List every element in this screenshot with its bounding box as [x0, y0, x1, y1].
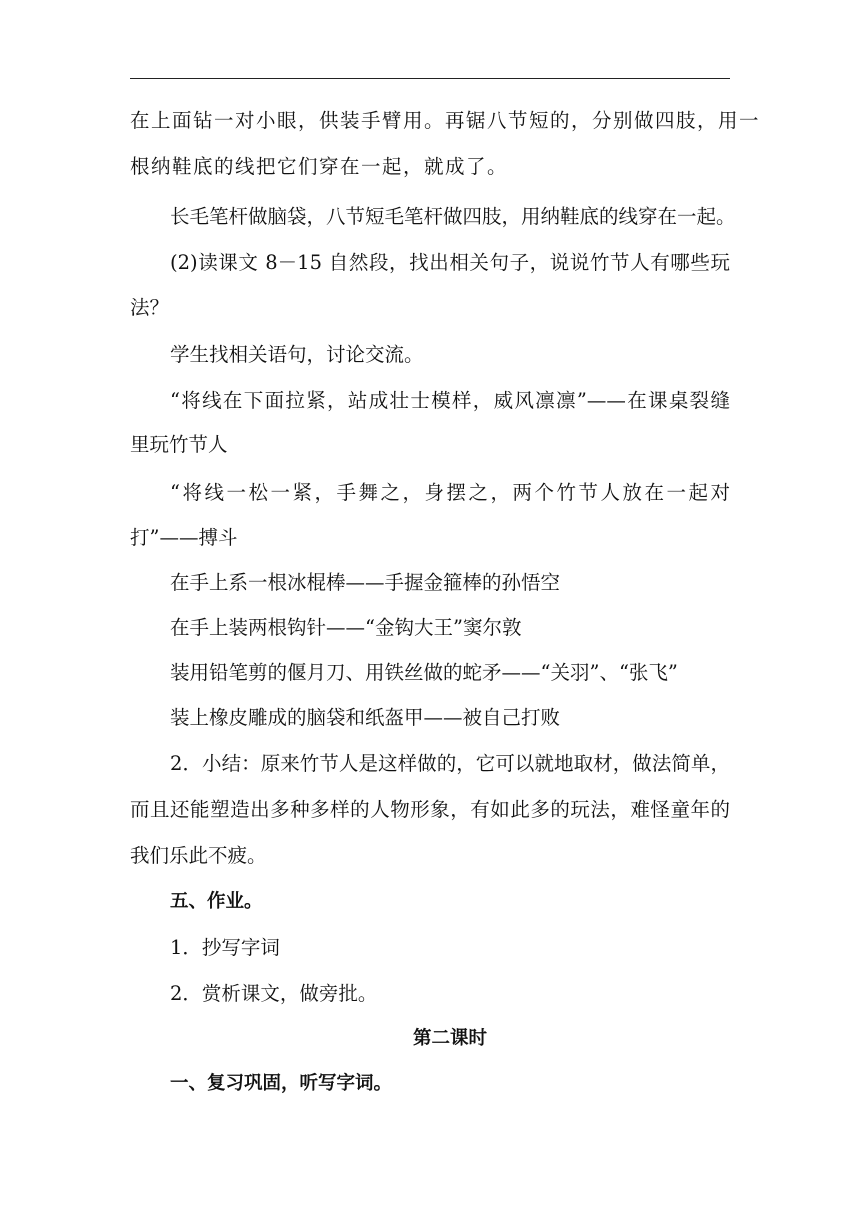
question-2-line-1: (2)读课文 8－15 自然段，找出相关句子，说说竹节人有哪些玩: [170, 251, 730, 274]
quote-line-2: 根纳鞋底的线把它们穿在一起，就成了。: [130, 155, 509, 178]
homework-heading: 五、作业。: [170, 891, 263, 912]
summary-line: 长毛笔杆做脑袋，八节短毛笔杆做四肢，用纳鞋底的线穿在一起。: [170, 205, 736, 228]
play-3-line: 在手上系一根冰棍棒——手握金箍棒的孙悟空: [170, 571, 561, 594]
play-5-line: 装用铅笔剪的偃月刀、用铁丝做的蛇矛——“关羽”、“张飞”: [170, 661, 678, 684]
play-1-line-2: 里玩竹节人: [130, 433, 228, 456]
header-rule: [130, 78, 730, 79]
conclusion-line-1: 2．小结：原来竹节人是这样做的，它可以就地取材，做法简单，: [170, 752, 730, 775]
conclusion-line-2: 而且还能塑造出多种多样的人物形象，有如此多的玩法，难怪童年的: [130, 798, 730, 821]
review-heading: 一、复习巩固，听写字词。: [170, 1073, 393, 1094]
homework-item-1: 1．抄写字词: [170, 936, 280, 959]
quote-line-1: 在上面钻一对小眼，供装手臂用。再锯八节短的，分别做四肢，用一: [130, 109, 761, 132]
question-2-line-2: 法？: [130, 296, 170, 319]
lesson-two-title: 第二课时: [412, 1028, 487, 1049]
play-2-line-1: “将线一松一紧，手舞之，身摆之，两个竹节人放在一起对: [170, 481, 730, 504]
activity-line: 学生找相关语句，讨论交流。: [170, 343, 424, 366]
play-2-line-2: 打”——搏斗: [130, 526, 238, 549]
conclusion-line-3: 我们乐此不疲。: [130, 844, 267, 867]
play-4-line: 在手上装两根钩针——“金钩大王”窦尔敦: [170, 616, 522, 639]
homework-item-2: 2．赏析课文，做旁批。: [170, 982, 378, 1005]
play-1-line-1: “将线在下面拉紧，站成壮士模样，威风凛凛”——在课桌裂缝: [170, 389, 730, 412]
play-6-line: 装上橡皮雕成的脑袋和纸盔甲——被自己打败: [170, 706, 561, 729]
